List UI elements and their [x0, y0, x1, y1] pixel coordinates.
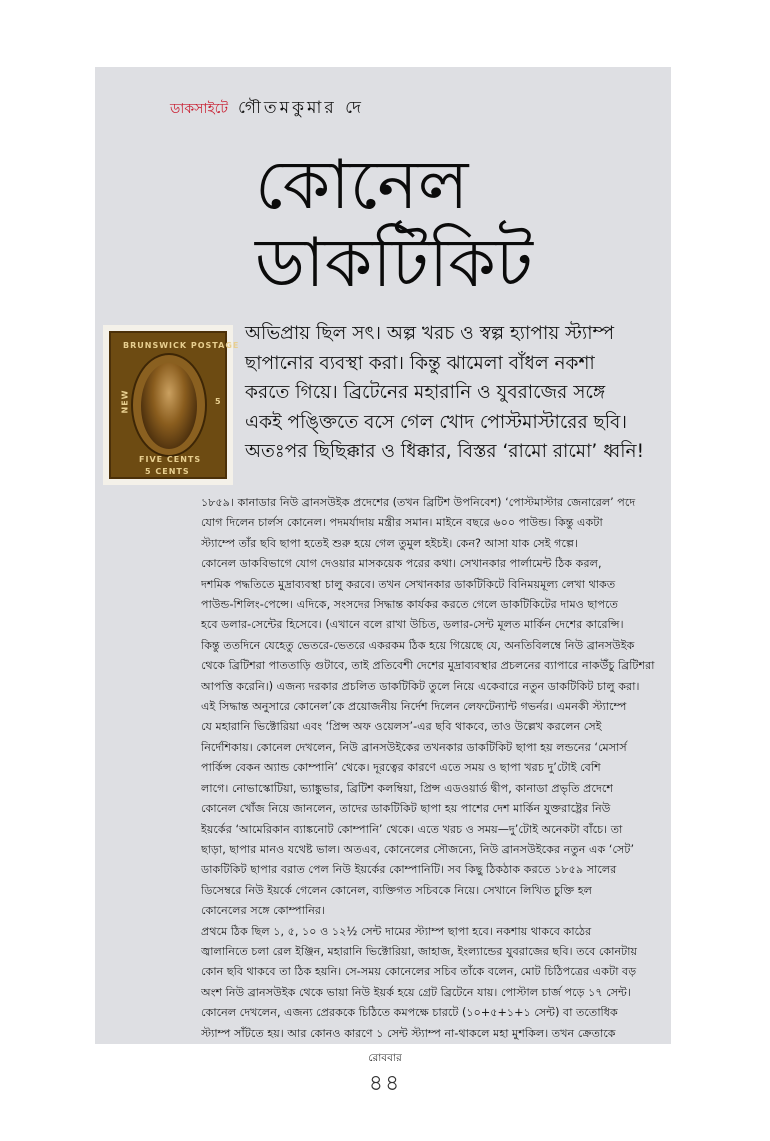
lede-line: অতঃপর ছিছিক্কার ও ধিক্কার, বিস্তর ‘রামো রামো’ ধ্বনি!	[245, 441, 644, 462]
body-line: থেকে ব্রিটিশরা পাততাড়ি গুটাবে, তাই প্রতিবেশী দেশের মুদ্রাব্যবস্থার প্রচলনের ব্যাপারে নাকউঁচু ব্রিটিশরা	[201, 659, 655, 673]
body-line: ১৮৫৯। কানাডার নিউ ব্রানসউইক প্রদেশের (তখন ব্রিটিশ উপনিবেশ) ‘পোস্টমাস্টার জেনারেল’ পদে	[201, 496, 636, 509]
body-line: এই সিদ্ধান্ত অনুসারে কোনেল’কে প্রয়োজনীয় নির্দেশ দিলেন লেফটেন্যান্ট গভর্নর। এমনকী স্ট্যাম্পে	[201, 700, 627, 714]
body-line: স্ট্যাম্প সাঁটতে হয়। আর কোনও কারণে ১ সেন্ট স্ট্যাম্প না-থাকলে মহা মুশকিল। তখন ক্রেতাকে	[201, 1026, 616, 1040]
body-line: আপত্তি করেনি।) এজন্য দরকার প্রচলিত ডাকটিকিট তুলে নিয়ে একেবারে নতুন ডাকটিকিট চালু করা।	[201, 679, 640, 693]
body-line: স্ট্যাম্পে তাঁর ছবি ছাপা হতেই শুরু হয়ে গেল তুমুল হইচই। কেন? আসা যাক সেই গল্পে।	[201, 536, 578, 550]
body-line: ডিসেম্বরে নিউ ইয়র্কে গেলেন কোনেল, ব্যক্তিগত সচিবকে নিয়ে। সেখানে লিখিত চুক্তি হল	[201, 883, 592, 897]
author-name: গৌতমকুমার দে	[238, 98, 364, 118]
stamp-value-text: 5 CENTS	[145, 467, 190, 476]
body-line: কোনেল ডাকবিভাগে যোগ দেওয়ার মাসকয়েক পরের কথা। সেখানকার পার্লামেন্ট ঠিক করল,	[201, 557, 602, 571]
publication-name: রোববার	[368, 1052, 402, 1064]
article-page	[95, 67, 671, 1044]
body-line: কিন্তু ততদিনে যেহেতু ভেতরে-ভেতরে একরকম ঠিক হয়ে গিয়েছে যে, অনতিবিলম্বে নিউ ব্রানসউইক	[201, 638, 635, 652]
body-line: দশমিক পদ্ধতিতে মুদ্রাব্যবস্থা চালু করবে। তখন সেখানকার ডাকটিকিটে বিনিময়মূল্য লেখা থাকত	[201, 577, 616, 591]
byline	[170, 95, 364, 123]
page-number: ৪৪	[368, 1071, 402, 1096]
body-line: পার্কিন্স বেকন অ্যান্ড কোম্পানি’ থেকে। দূরত্বের কারণে এতে সময় ও ছাপা খরচ দু’টোই বেশি	[201, 761, 601, 775]
body-line: কোনেলের সঙ্গে কোম্পানির।	[201, 904, 326, 918]
body-line: জ্বালানিতে চলা রেল ইঞ্জিন, মহারানি ভিক্টোরিয়া, জাহাজ, ইংল্যান্ডের যুবরাজের ছবি। তবে কোনটায়	[201, 944, 638, 958]
stamp-bottom-text: FIVE CENTS	[139, 455, 202, 464]
section-label: ডাকসাইটে	[170, 101, 229, 117]
body-line: ছাড়া, ছাপার মানও যথেষ্ট ভাল। অতএব, কোনেলের সৌজন্যে, নিউ ব্রানসউইকের নতুন এক ‘সেট’	[201, 842, 635, 856]
body-line: নির্দেশিকায়। কোনেল দেখলেন, নিউ ব্রানসউইকের তখনকার ডাকটিকিট ছাপা হয় লন্ডনের ‘মেসার্স	[201, 740, 627, 754]
body-line: প্রথমে ঠিক ছিল ১, ৫, ১০ ও ১২½ সেন্ট দামের স্ট্যাম্প ছাপা হবে। নকশায় থাকবে কাঠের	[201, 924, 592, 938]
lede	[245, 319, 669, 467]
lede-line: ছাপানোর ব্যবস্থা করা। কিন্তু ঝামেলা বাঁধল নকশা	[245, 352, 595, 374]
body-line: লাগে। নোভাস্কোটিয়া, ভ্যাঙ্কুভার, ব্রিটিশ কলম্বিয়া, প্রিন্স এডওয়ার্ড দ্বীপ, কানাডা প্রভৃতি প্রদেশে	[201, 781, 614, 795]
stamp-top-text: BRUNSWICK POSTAGE	[123, 341, 240, 350]
lede-line: অভিপ্রায় ছিল সৎ। অল্প খরচ ও স্বল্প হ্যাপায় স্ট্যাম্প	[245, 323, 615, 344]
body-text	[201, 493, 661, 1044]
headline-line: ডাকটিকিট	[255, 224, 533, 303]
body-line: কোনেল দেখলেন, এজন্য প্রেরককে চিঠিতে কমপক্ষে চারটে (১০+৫+১+১ সেন্ট) বা ততোধিক	[201, 1006, 618, 1020]
stamp-image	[103, 325, 240, 485]
body-line: যে মহারানি ভিক্টোরিয়া এবং ‘প্রিন্স অফ ওয়েলস’-এর ছবি থাকবে, তাও উল্লেখ করলেন সেই	[201, 720, 602, 734]
portrait-image	[141, 363, 197, 449]
body-line: কোনেল খোঁজ নিয়ে জানলেন, তাদের ডাকটিকিট ছাপা হয় পাশের দেশ মার্কিন যুক্তরাষ্ট্রের নিউ	[201, 802, 611, 816]
lede-line: একই পঙ্ক্তিতে বসে গেল খোদ পোস্টমাস্টারের ছবি।	[245, 411, 627, 433]
body-line: ডাকটিকিট ছাপার বরাত পেল নিউ ইয়র্কের কোম্পানিটি। সব কিছু ঠিকঠাক করতে ১৮৫৯ সালের	[201, 863, 617, 877]
body-line: হবে ডলার-সেন্টের হিসেবে। (এখানে বলে রাখা উচিত, ডলার-সেন্ট মূলত মার্কিন দেশের কারেন্সি।	[201, 618, 624, 632]
headline	[255, 147, 665, 303]
stamp-left-text: NEW	[120, 389, 130, 414]
headline-line: কোনেল	[255, 146, 469, 225]
body-line: পাউন্ড-শিলিং-পেন্সে। এদিকে, সংসদের সিদ্ধান্ত কার্যকর করতে গেলে ডাকটিকিটের দামও ছাপতে	[201, 598, 619, 612]
stamp-right-text: 5	[215, 397, 222, 406]
body-line: কোন ছবি থাকবে তা ঠিক হয়নি। সে-সময় কোনেলের সচিব তাঁকে বলেন, মোট চিঠিপত্রের একটা বড়	[201, 965, 637, 979]
body-line: যোগ দিলেন চার্লস কোনেল। পদমর্যাদায় মন্ত্রীর সমান। মাইনে বছরে ৬০০ পাউন্ড। কিন্তু একটা	[201, 516, 603, 530]
body-line: ইয়র্কের ‘আমেরিকান ব্যাঙ্কনোট কোম্পানি’ থেকে। এতে খরচ ও সময়—দু’টোই অনেকটা বাঁচে। তা	[201, 822, 623, 836]
lede-line: করতে গিয়ে। ব্রিটেনের মহারানি ও যুবরাজের সঙ্গে	[245, 382, 606, 403]
body-line: অংশ নিউ ব্রানসউইক থেকে ভায়া নিউ ইয়র্ক হয়ে গ্রেট ব্রিটেনে যায়। পোস্টাল চার্জ পড়ে ১৭ সেন্ট।	[201, 985, 631, 999]
